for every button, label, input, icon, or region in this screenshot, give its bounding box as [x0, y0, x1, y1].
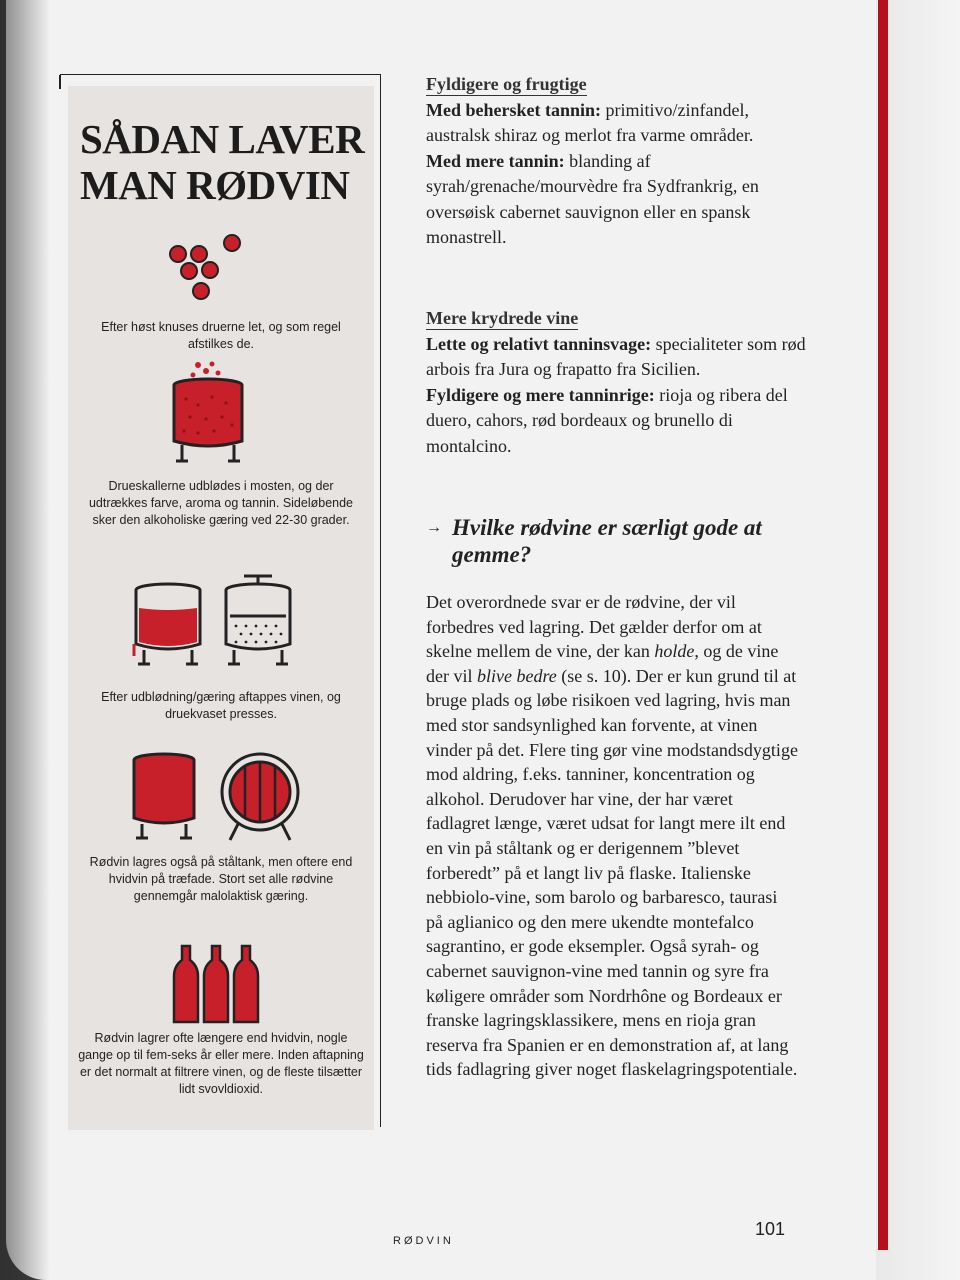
- body-paragraph: [426, 590, 798, 1082]
- section-2-p2-label: Fyldigere og mere tanninrige:: [426, 384, 655, 405]
- step-1-text: Efter høst knuses druerne let, og som regel afstilkes de.: [101, 320, 341, 351]
- red-page-edge: [878, 0, 888, 1250]
- section-fyldigere: [426, 72, 806, 251]
- section-2-p2-text: rioja og ribera del duero, cahors, rød bordeaux og brunello di montalcino.: [426, 384, 788, 456]
- section-1-p1-label: Med behersket tannin:: [426, 99, 601, 120]
- tank-and-press-icon: [130, 574, 300, 669]
- sidebar-title: [80, 116, 370, 208]
- body-part-3: (se s. 10). Der er kun grund til at bruge plads og løbe risikoen ved lagring, hvis man med stor sandsynlighed kan forvente, at vinen vinder på det. Flere ting gør vine modstandsdygtige mod aldring, f.eks. tanniner, koncentration og alkohol. Derudover har vine, der har været fadlagret længe, været udsat for langt mere ilt end en vin på ståltank og er derigennem ”blevet forberedt” på et langt liv på flaske. Italienske nebbiolo-vine, som barolo og barbaresco, taurasi på aglianico og den mere ukendte montefalco sagrantino, er gode eksempler. Også syrah- og cabernet sauvignon-vine med tannin og syre fra køligere områder som Nordrhône og Bordeaux er franske lagringsklassikere, mens en rioja gran reserva fra Spanien er en demonstration af, at lang tids fadlagring giver noget flaskelagringspotentiale.: [426, 665, 798, 1080]
- section-2-paragraph-2: [426, 383, 806, 460]
- section-1-p2-text: blanding af syrah/grenache/mourvèdre fra Sydfrankrig, en oversøisk cabernet sauvignon eller en spansk monastrell.: [426, 150, 759, 247]
- step-2-text: Drueskallerne udblødes i mosten, og der udtrækkes farve, aroma og tannin. Sideløbende sker den alkoholiske gæring ved 22-30 grader.: [88, 479, 354, 527]
- sidebar-title-line1: SÅDAN LAVER: [80, 116, 365, 162]
- body-emphasis-blive-bedre: blive bedre: [477, 665, 557, 686]
- sidebar-box: [68, 86, 374, 1130]
- grapes-icon: [166, 228, 246, 308]
- section-2-p1-text: specialiteter som rød arbois fra Jura og frapatto fra Sicilien.: [426, 333, 806, 379]
- step-5-text: Rødvin lagrer ofte længere end hvidvin, nogle gange op til fem-seks år eller mere. Inden aftapning er det normalt at filtrere vinen, og de fleste tilsætter lidt svovldioxid.: [78, 1031, 364, 1096]
- section-2-p1-label: Lette og relativt tanninsvage:: [426, 333, 652, 354]
- section-1-p2-label: Med mere tannin:: [426, 150, 565, 171]
- step-4-text: Rødvin lagres også på ståltank, men oftere end hvidvin på træfade. Stort set alle rødvine gennemgår malolaktisk gæring.: [89, 855, 353, 903]
- running-footer: RØDVIN: [393, 1235, 454, 1247]
- section-1-p1-text: primitivo/zinfandel, australsk shiraz og merlot fra varme områder.: [426, 99, 754, 145]
- body-emphasis-holde: holde: [654, 641, 695, 662]
- question-heading: [426, 514, 806, 568]
- section-2-heading: Mere krydrede vine: [426, 308, 579, 328]
- spine-shadow: [0, 0, 50, 1280]
- fermentation-tank-icon: [168, 361, 248, 466]
- section-1-paragraph-1: [426, 98, 806, 149]
- question-text: Hvilke rødvine er særligt gode at gemme?: [452, 515, 762, 567]
- section-krydrede: [426, 306, 806, 459]
- sidebar-title-line2: MAN RØDVIN: [80, 162, 350, 208]
- section-2-paragraph-1: [426, 332, 806, 383]
- steel-tank-and-barrel-icon: [130, 750, 302, 846]
- step-3-text: Efter udblødning/gæring aftappes vinen, og druekvaset presses.: [101, 690, 341, 721]
- arrow-right-icon: →: [426, 519, 442, 536]
- three-bottles-icon: [172, 944, 260, 1026]
- section-1-heading: Fyldigere og frugtige: [426, 74, 587, 94]
- page-number: 101: [755, 1219, 786, 1239]
- page-stack-edge: [876, 0, 960, 1280]
- section-1-paragraph-2: [426, 149, 806, 251]
- body-part-1: Det overordnede svar er de rødvine, der vil forbedres ved lagring. Det gælder derfor om at skelne mellem de vine, der kan: [426, 592, 762, 662]
- body-part-2: , og de vine der vil: [426, 641, 779, 686]
